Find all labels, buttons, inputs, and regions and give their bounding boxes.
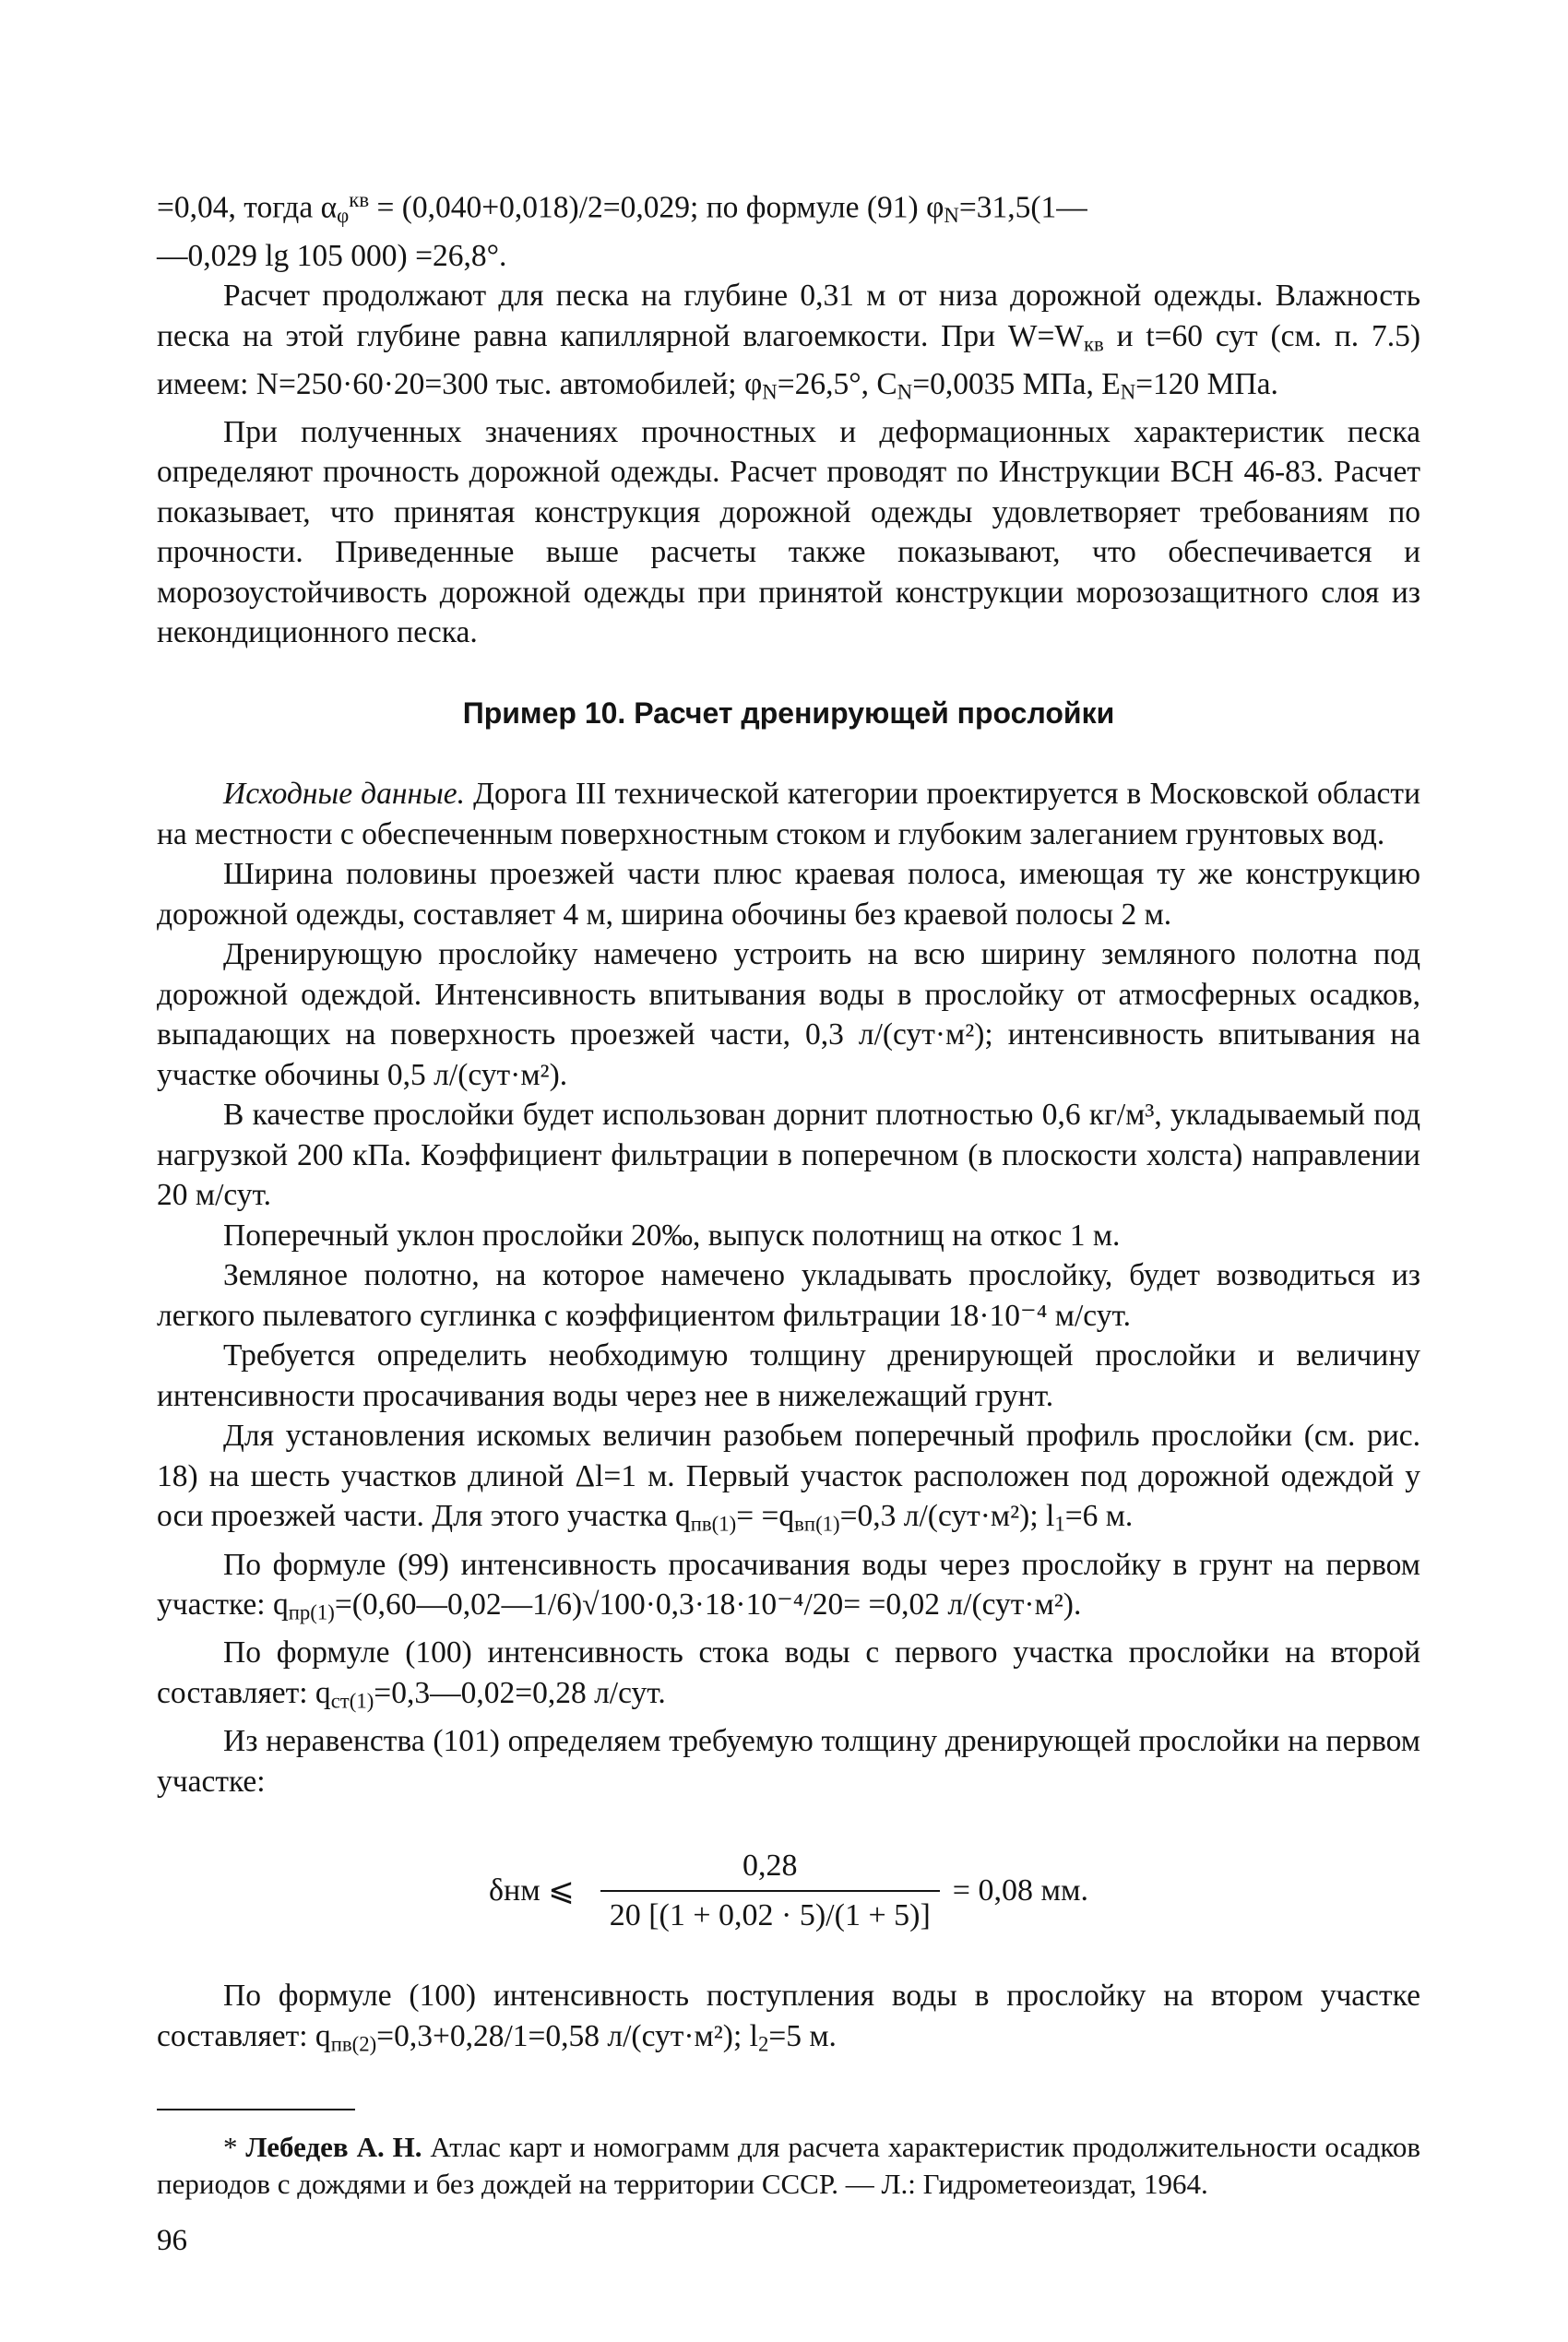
paragraph: Расчет продолжают для песка на глубине 0,31 м от низа дорожной одежды. Влажность песка на этой глубине равна капиллярной влагоемкости. При $W=W_{кв}$ и t=60 сут (см. п. 7.5) имеем: N=250·60·20=300 тыс. автомобилей; $\varphi_N=26,5^\circ$, $C_N=0,0035$ МПа, $E_N=120$ МПа. [157,279,1420,404]
footnote-text: Атлас карт и номограмм для расчета характеристик продолжительности осадков периодов с дождями и без дождей на территории СССР. — Л.: Гидрометеоиздат, 1964. [157,2130,1420,2200]
paragraph: Земляное полотно, на которое намечено укладывать прослойку, будет возводиться из легкого пылеватого суглинка с коэффициентом фильтрации 18·10⁻⁴ м/сут. [157,1258,1420,1333]
intro-text: Дорога III технической категории проектируется в Московской области на местности с обеспеченным поверхностным стоком и глубоким залеганием грунтовых вод. [157,777,1420,851]
footnote-divider [157,2109,355,2110]
formula-lhs: δнм ⩽ [488,1872,575,1908]
example-section [157,774,1420,1801]
intro-label: Исходные данные. [223,777,466,812]
formula-numerator: 0,28 [742,1849,798,1883]
footnote-author: Лебедев А. Н. [245,2130,422,2163]
page [157,180,1420,2261]
formula-denominator: 20 [(1 + 0,02 · 5)/(1 + 5)] [600,1890,940,1936]
intro-paragraph [157,774,1420,854]
after-formula-section [157,1976,1420,2064]
paragraph: Требуется определить необходимую толщину дренирующей прослойки и величину интенсивности просачивания воды через нее в нижележащий грунт. [157,1338,1420,1413]
paragraph: По формуле (100) интенсивность поступления воды в прослойку на втором участке составляет: $q_{пв(2)}=0,3+0,28/1=0,58$ л/(сут·м²); $l_2=5$ м. [157,1979,1420,2056]
paragraph: Дренирующую прослойку намечено устроить на всю ширину земляного полотна под дорожной одеждой. Интенсивность впитывания воды в прослойку от атмосферных осадков, выпадающих на поверхность проезжей части, 0,3 л/(сут·м²); интенсивность впитывания на участке обочины 0,5 л/(сут·м²). [157,937,1420,1092]
paragraph: Ширина половины проезжей части плюс краевая полоса, имеющая ту же конструкцию дорожной одежды, составляет 4 м, ширина обочины без краевой полосы 2 м. [157,857,1420,932]
formula-rhs: = 0,08 мм. [952,1872,1088,1908]
formula-fraction [600,1846,940,1935]
footnote-marker: * [223,2130,246,2163]
paragraph: По формуле (100) интенсивность стока воды с первого участка прослойки на второй составляет: $q_{ст(1)}=0,3—0,02=0,28$ л/сут. [157,1635,1420,1713]
formula [157,1846,1420,1935]
paragraph: Поперечный уклон прослойки 20‰, выпуск полотнищ на откос 1 м. [223,1218,1121,1253]
section-heading: Пример 10. Расчет дренирующей прослойки [462,695,1115,730]
top-section [157,180,1420,653]
paragraph: При полученных значениях прочностных и деформационных характеристик песка определяют прочность дорожной одежды. Расчет проводят по Инструкции ВСН 46-83. Расчет показывает, что принятая конструкция дорожной одежды удовлетворяет требованиям по прочности. Приведенные выше расчеты также показывают, что обеспечивается и морозоустойчивость дорожной одежды при принятой конструкции морозозащитного слоя из некондиционного песка. [157,414,1420,650]
paragraph: В качестве прослойки будет использован дорнит плотностью 0,6 кг/м³, укладываемый под нагрузкой 200 кПа. Коэффициент фильтрации в поперечном (в плоскости холста) направлении 20 м/сут. [157,1098,1420,1213]
paragraph-continuation: =0,04, тогда $\alpha_\varphi^{кв} = (0,040+0,018)/2=0,029$; по формуле (91) $\varphi_N=31,5(1—$ —0,029 lg 105 000) =26,8°. [157,188,1087,273]
paragraph: Из неравенства (101) определяем требуемую толщину дренирующей прослойки на первом участке: [157,1724,1420,1799]
paragraph: По формуле (99) интенсивность просачивания воды через прослойку в грунт на первом участке: $q_{пр(1)}=(0,60—0,02—1/6)√100\cdot 0,3\cdot 18\cdot 10^{-4}/20= =0,02$ л/(сут·м²). [157,1547,1420,1624]
page-number: 96 [157,2223,187,2257]
footnote [157,2129,1420,2203]
paragraph: Для установления искомых величин разобьем поперечный профиль прослойки (см. рис. 18) на шесть участков длиной Δl=1 м. Первый участок расположен под дорожной одеждой у оси проезжей части. Для этого участка $q_{пв(1)}= =q_{вп(1)}=0,3$ л/(сут·м²); $l_1=6$ м. [157,1419,1420,1537]
